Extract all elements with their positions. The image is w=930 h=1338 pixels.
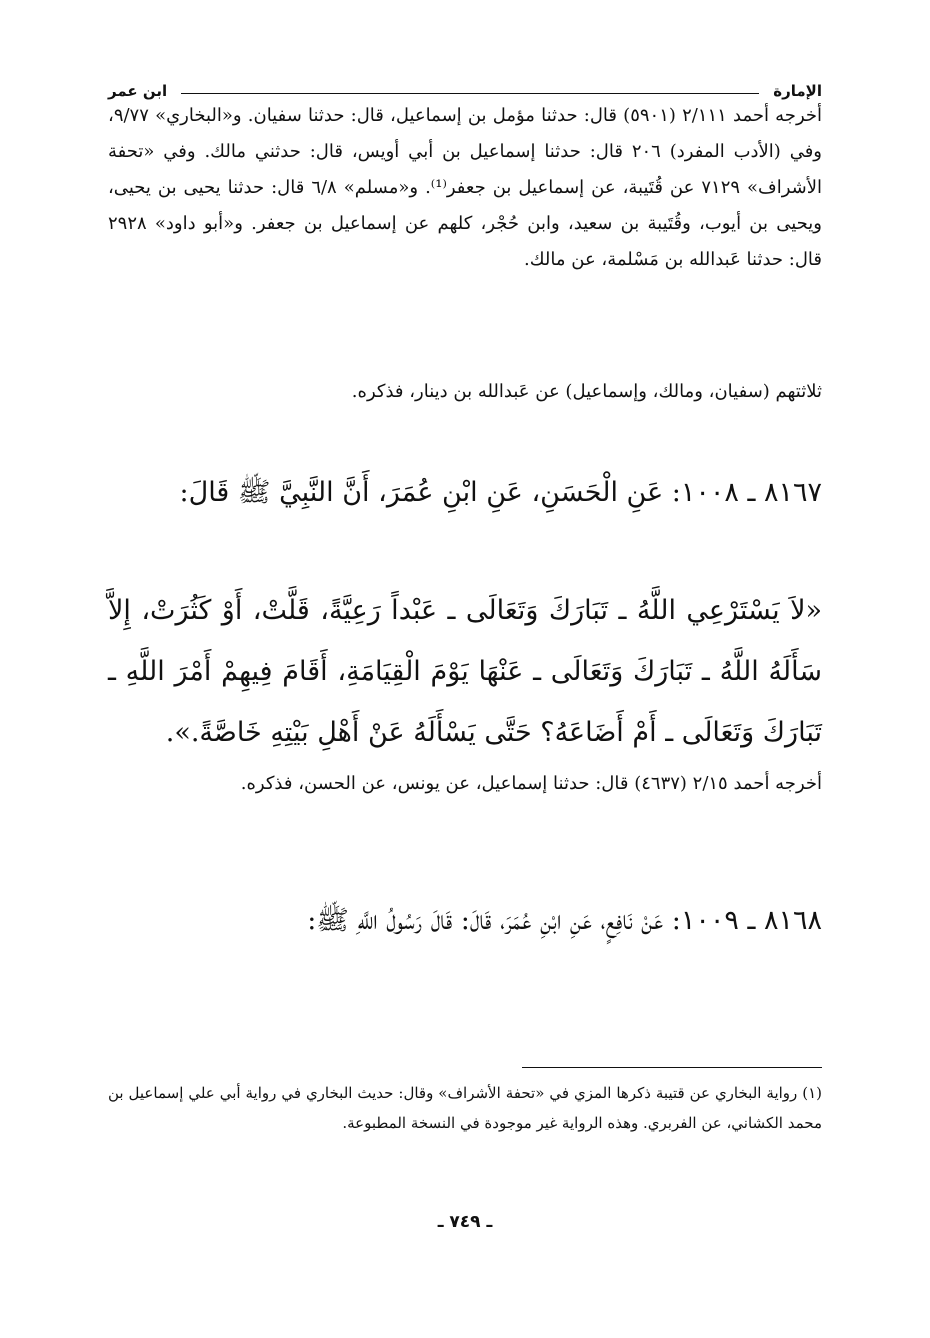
hadith-8168-intro: ٨١٦٨ ـ ١٠٠٩: عَنْ نَافِعٍ، عَنِ ابْنِ عُمَرَ، قَالَ: قَالَ رَسُولُ اللَّهِ ﷺ: xyxy=(307,905,822,936)
sources-paragraph-1: أخرجه أحمد ٢/١١١ (٥٩٠١) قال: حدثنا مؤمل بن إسماعيل، قال: حدثنا سفيان. و«البخاري» ٩/٧٧، وفي (الأدب المفرد) ٢٠٦ قال: حدثنا إسماعيل بن أبي أويس، قال: حدثني مالك. وفي «تحفة الأشراف» ٧١٢٩ عن قُتَيبة، عن إسماعيل بن جعفر⁽¹⁾. و«مسلم» ٦/٨ قال: حدثنا يحيى بن يحيى، ويحيى بن أيوب، وقُتَيبة بن سعيد، وابن حُجْر، كلهم عن إسماعيل بن جعفر. و«أبو داود» ٢٩٢٨ قال: حدثنا عَبدالله بن مَسْلمة، عن مالك. xyxy=(108,105,822,270)
chapter-title: الإمارة xyxy=(773,82,822,100)
hadith-8167-intro: ٨١٦٧ ـ ١٠٠٨: عَنِ الْحَسَنِ، عَنِ ابْنِ عُمَرَ، أَنَّ النَّبِيَّ ﷺ قَالَ: xyxy=(179,477,822,508)
sources-paragraph-2: أخرجه أحمد ٢/١٥ (٤٦٣٧) قال: حدثنا إسماعيل، عن يونس، عن الحسن، فذكره. xyxy=(240,773,822,794)
footnote-1: (١) رواية البخاري عن قتيبة ذكرها المزي في «تحفة الأشراف» وقال: حديث البخاري في رواية أبي علي إسماعيل بن محمد الكشاني، عن الفربري. وهذه الرواية غير موجودة في النسخة المطبوعة. xyxy=(108,1084,822,1132)
header-rule xyxy=(181,93,759,94)
footnote-separator xyxy=(522,1067,822,1068)
page-number: ـ ٧٤٩ ـ xyxy=(437,1212,493,1232)
narrator-title: ابن عمر xyxy=(108,82,168,100)
sources-summary: ثلاثتهم (سفيان، ومالك، وإسماعيل) عن عَبدالله بن دينار، فذكره. xyxy=(351,381,822,402)
hadith-8167-text: «لاَ يَسْتَرْعِي اللَّهُ ـ تَبَارَكَ وَتَعَالَى ـ عَبْداً رَعِيَّةً، قَلَّتْ، أَوْ كَثُرَتْ، إِلاَّ سَأَلَهُ اللَّهُ ـ تَبَارَكَ وَتَعَالَى ـ عَنْهَا يَوْمَ الْقِيَامَةِ، أَقَامَ فِيهِمْ أَمْرَ اللَّهِ ـ تَبَارَكَ وَتَعَالَى ـ أَمْ أَضَاعَهُ؟ حَتَّى يَسْأَلَهُ عَنْ أَهْلِ بَيْتِهِ خَاصَّةً.». xyxy=(108,595,822,748)
